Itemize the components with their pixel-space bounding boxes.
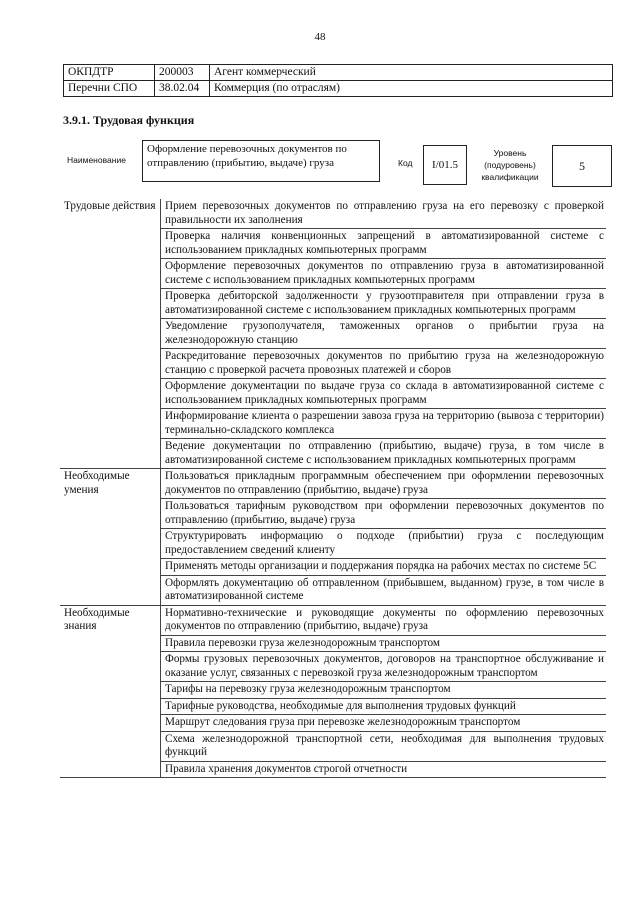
table-row: [64, 81, 613, 97]
code-title: Коммерция (по отраслям): [210, 81, 613, 97]
function-code: I/01.5: [423, 145, 467, 185]
group-item: Уведомление грузополучателя, таможенных органов о прибытии груза на железнодорожную станцию: [161, 319, 607, 349]
group-item: Тарифные руководства, необходимые для выполнения трудовых функций: [161, 698, 607, 715]
qualification-level-label: Уровень (подуровень) квалификации: [481, 148, 539, 182]
group-item: Правила перевозки груза железнодорожным транспортом: [161, 635, 607, 652]
code-name: Перечни СПО: [64, 81, 155, 97]
group-title: Трудовые действия: [60, 199, 161, 469]
qualification-level: 5: [552, 145, 612, 187]
group-item: Маршрут следования груза при перевозке железнодорожным транспортом: [161, 715, 607, 732]
group-item: Применять методы организации и поддержания порядка на рабочих местах по системе 5С: [161, 559, 607, 576]
function-code-label: Код: [398, 158, 413, 168]
group-item: Тарифы на перевозку груза железнодорожным транспортом: [161, 682, 607, 699]
table-row: [60, 605, 606, 635]
group-item: Формы грузовых перевозочных документов, договоров на транспортное обслуживание и оказание услуг, связанных с перевозкой груза железнодорожным транспортом: [161, 652, 607, 682]
code-number: 200003: [155, 65, 210, 81]
code-title: Агент коммерческий: [210, 65, 613, 81]
group-item: Пользоваться тарифным руководством при оформлении перевозочных документов по отправлению (прибытию, выдаче) груза: [161, 499, 607, 529]
group-item: Пользоваться прикладным программным обеспечением при оформлении перевозочных документов по отправлению (прибытию, выдаче) груза: [161, 469, 607, 499]
group-item: Проверка дебиторской задолженности у грузоотправителя при отправлении груза в автоматизированной системе с использованием прикладных компьютерных программ: [161, 289, 607, 319]
section-title: 3.9.1. Трудовая функция: [63, 113, 195, 127]
group-item: Схема железнодорожной транспортной сети, необходимая для выполнения трудовых функций: [161, 731, 607, 761]
function-name: Оформление перевозочных документов по отправлению (прибытию, выдаче) груза: [142, 140, 380, 182]
classifier-codes-table: [63, 64, 613, 97]
group-item: Нормативно-технические и руководящие документы по оформлению перевозочных документов по отправлению (прибытию, выдаче) груза: [161, 605, 607, 635]
table-row: [64, 65, 613, 81]
code-number: 38.02.04: [155, 81, 210, 97]
code-name: ОКПДТР: [64, 65, 155, 81]
group-item: Информирование клиента о разрешении завоза груза на территорию (вывоза с территории) терминально-складского комплекса: [161, 409, 607, 439]
page-number: 48: [314, 31, 326, 43]
group-item: Раскредитование перевозочных документов по прибытию груза на железнодорожную станцию с проверкой расчета провозных платежей и сборов: [161, 349, 607, 379]
group-item: Оформление перевозочных документов по отправлению груза в автоматизированной системе с использованием прикладных компьютерных программ: [161, 259, 607, 289]
group-item: Ведение документации по отправлению (прибытию, выдаче) груза, в том числе в автоматизированной системе с использованием прикладных компьютерных программ: [161, 439, 607, 469]
group-item: Проверка наличия конвенционных запрещений в автоматизированной системе с использованием прикладных компьютерных программ: [161, 229, 607, 259]
table-row: [60, 199, 606, 229]
group-title: Необходимые умения: [60, 469, 161, 606]
group-item: Правила хранения документов строгой отчетности: [161, 761, 607, 778]
function-details-table: [60, 199, 606, 778]
group-item: Прием перевозочных документов по отправлению груза на его перевозку с проверкой правильности их заполнения: [161, 199, 607, 229]
group-item: Оформлять документацию об отправленном (прибывшем, выданном) грузе, в том числе в автоматизированной системе: [161, 575, 607, 605]
group-item: Оформление документации по выдаче груза со склада в автоматизированной системе с использованием прикладных компьютерных программ: [161, 379, 607, 409]
function-name-label: Наименование: [67, 155, 126, 165]
function-details-body: [60, 199, 606, 778]
group-item: Структурировать информацию о подходе (прибытии) груза с последующим предоставлением сведений клиенту: [161, 529, 607, 559]
table-row: [60, 469, 606, 499]
group-title: Необходимые знания: [60, 605, 161, 778]
